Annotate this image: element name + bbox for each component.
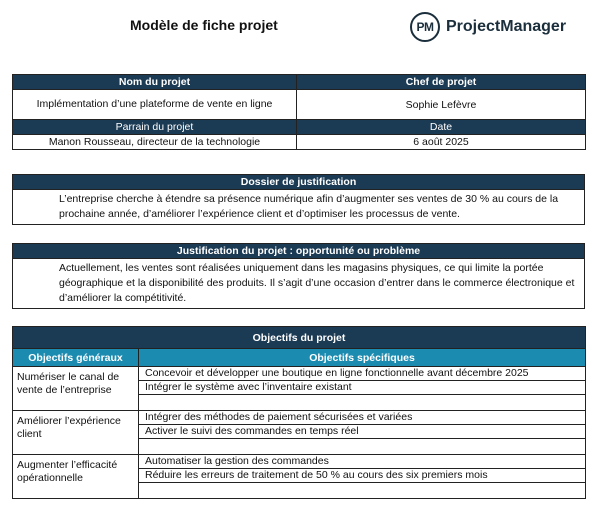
general-objectives-header: Objectifs généraux	[13, 349, 139, 367]
date-value: 6 août 2025	[297, 135, 586, 150]
opportunity-table	[12, 243, 585, 309]
opportunity-text: Actuellement, les ventes sont réalisées uniquement dans les magasins physiques, ce qui limite la portée géographique et la disponibilité des produits. Il s’agit d’une occasion d’entrer dans le commerce électronique et d’améliorer la compétitivité.	[13, 259, 585, 309]
general-objective-1: Numériser le canal de vente de l’entreprise	[13, 367, 139, 411]
justification-title: Dossier de justification	[13, 175, 585, 190]
specific-objective: Concevoir et développer une boutique en ligne fonctionnelle avant décembre 2025	[139, 367, 586, 381]
project-name-header: Nom du projet	[13, 75, 297, 90]
pm-logo-icon: PM	[410, 12, 440, 42]
specific-objective	[139, 483, 586, 499]
sponsor-header: Parrain du projet	[13, 120, 297, 135]
general-objective-2: Améliorer l’expérience client	[13, 411, 139, 455]
justification-text: L’entreprise cherche à étendre sa présence numérique afin d’augmenter ses ventes de 30 % au cours de la prochaine année, d’améliorer l’expérience client et d’optimiser les processus de vente.	[13, 190, 585, 225]
project-info-table	[12, 74, 586, 150]
manager-header: Chef de projet	[297, 75, 586, 90]
specific-objective: Réduire les erreurs de traitement de 50 % au cours des six premiers mois	[139, 469, 586, 483]
project-name-value: Implémentation d’une plateforme de vente en ligne	[13, 90, 297, 120]
brand-name: ProjectManager	[446, 18, 567, 35]
manager-value: Sophie Lefèvre	[297, 90, 586, 120]
specific-objective: Intégrer le système avec l’inventaire existant	[139, 381, 586, 395]
objectives-table	[12, 326, 586, 499]
general-objective-3: Augmenter l’efficacité opérationnelle	[13, 455, 139, 499]
specific-objective: Automatiser la gestion des commandes	[139, 455, 586, 469]
objectives-title: Objectifs du projet	[13, 327, 586, 349]
specific-objectives-header: Objectifs spécifiques	[139, 349, 586, 367]
justification-table	[12, 174, 585, 225]
specific-objective	[139, 439, 586, 455]
specific-objective: Intégrer des méthodes de paiement sécurisées et variées	[139, 411, 586, 425]
specific-objective	[139, 395, 586, 411]
sponsor-value: Manon Rousseau, directeur de la technologie	[13, 135, 297, 150]
specific-objective: Activer le suivi des commandes en temps réel	[139, 425, 586, 439]
opportunity-title: Justification du projet : opportunité ou problème	[13, 244, 585, 259]
date-header: Date	[297, 120, 586, 135]
document-title: Modèle de fiche projet	[130, 17, 278, 33]
brand-logo	[410, 12, 566, 42]
